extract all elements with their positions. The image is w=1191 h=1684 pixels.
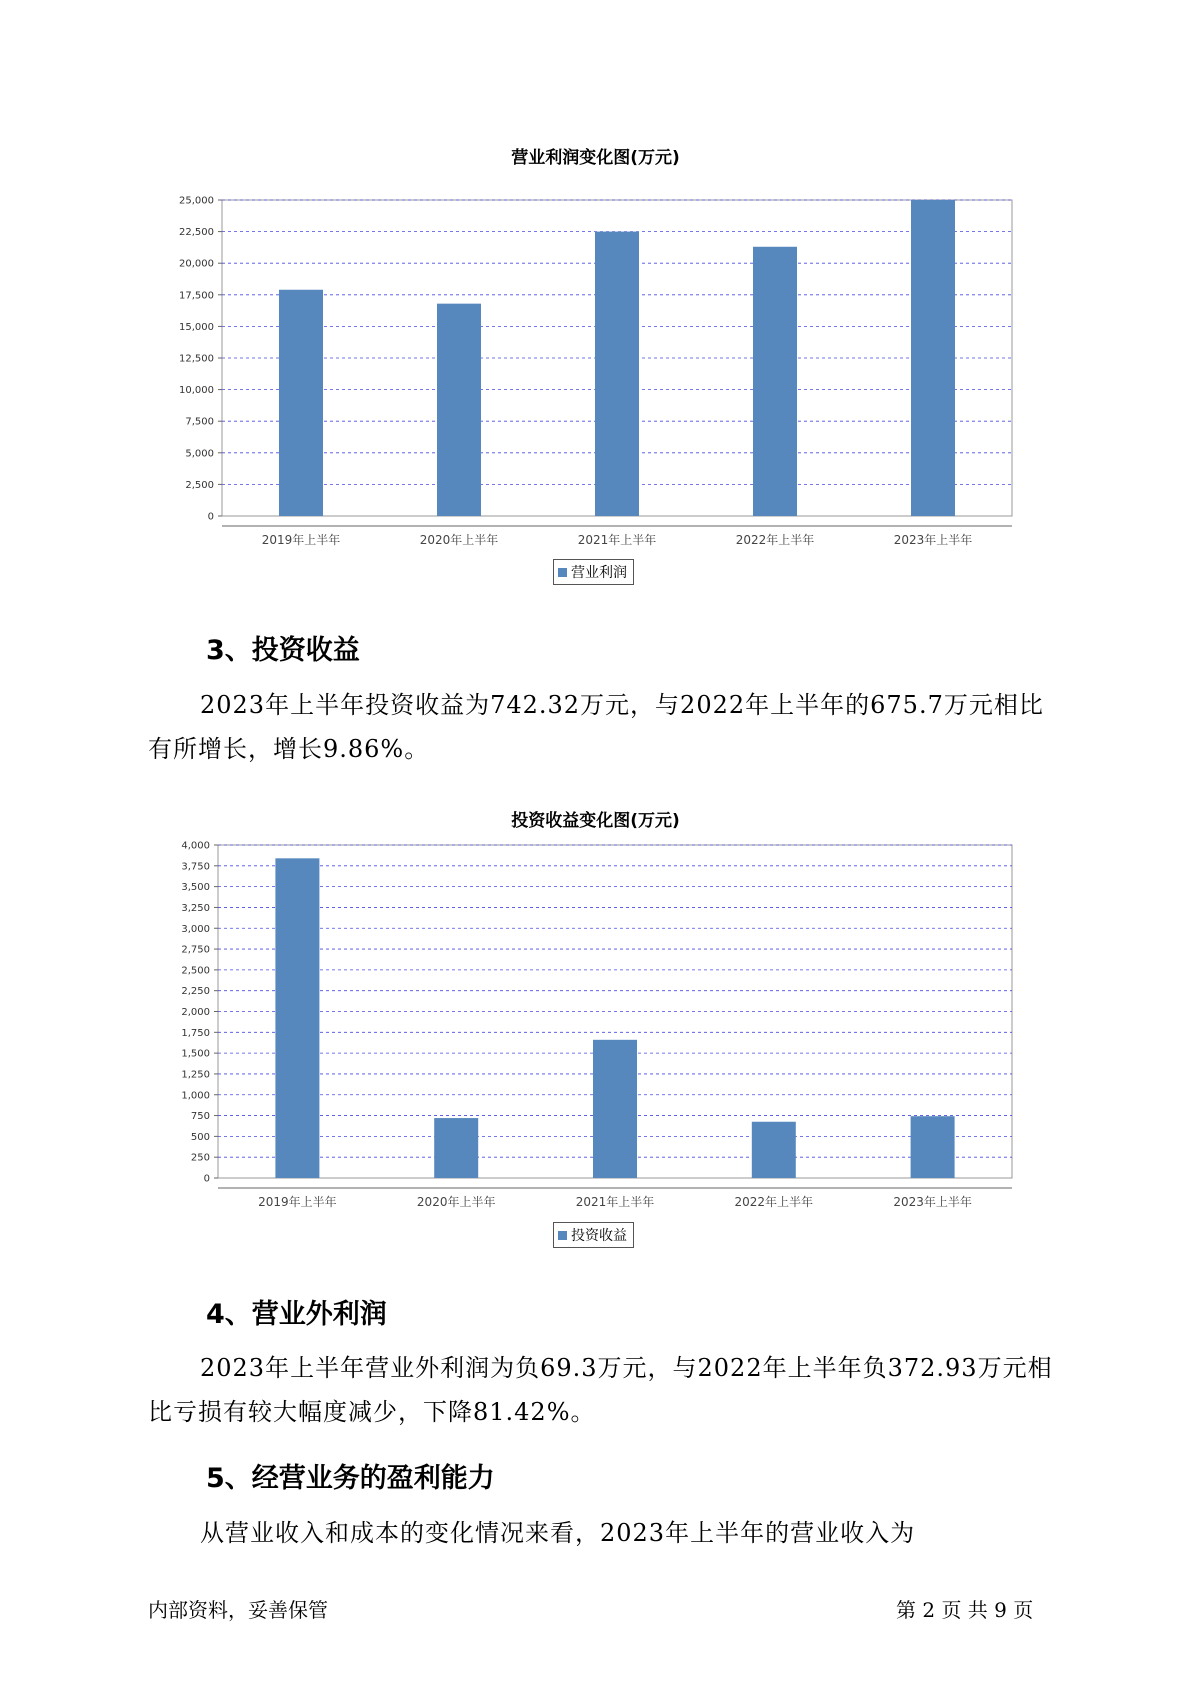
y-tick-label: 3,750 (181, 861, 210, 873)
y-tick-label: 3,500 (181, 882, 210, 894)
y-tick-label: 250 (190, 1152, 210, 1164)
chart1-legend-label: 营业利润 (571, 565, 627, 581)
y-tick-label: 750 (190, 1111, 210, 1123)
y-tick-label: 20,000 (179, 258, 214, 270)
section-3-paragraph: 2023年上半年投资收益为742.32万元，与2022年上半年的675.7万元相比有所增长，增长9.86%。 (148, 691, 1044, 763)
x-tick-label: 2021年上半年 (575, 1195, 655, 1209)
page-number: 第 2 页 共 9 页 (896, 1598, 1034, 1622)
section-5-paragraph: 从营业收入和成本的变化情况来看，2023年上半年的营业收入为 (200, 1519, 916, 1547)
y-tick-label: 3,250 (181, 902, 210, 914)
section-5-heading: 5、经营业务的盈利能力 (206, 1463, 495, 1494)
section-3-heading: 3、投资收益 (206, 635, 360, 666)
y-tick-label: 2,000 (181, 1007, 210, 1018)
operating-profit-chart (0, 170, 1191, 547)
y-tick-label: 0 (207, 511, 214, 523)
y-tick-label: 17,500 (179, 290, 214, 302)
y-tick-label: 1,000 (181, 1090, 210, 1102)
x-tick-label: 2022年上半年 (735, 533, 815, 547)
investment-income-chart (0, 830, 1191, 1209)
chart2-title: 投资收益变化图(万元) (511, 811, 680, 831)
y-tick-label: 2,500 (181, 965, 210, 977)
bar (753, 247, 797, 516)
y-tick-label: 10,000 (179, 385, 214, 397)
x-tick-label: 2021年上半年 (577, 533, 657, 547)
y-tick-label: 3,000 (181, 923, 210, 935)
x-tick-label: 2023年上半年 (893, 1195, 972, 1209)
x-tick-label: 2023年上半年 (893, 533, 973, 547)
y-tick-label: 2,250 (181, 986, 210, 998)
chart2-legend-label: 投资收益 (571, 1228, 627, 1244)
y-tick-label: 15,000 (179, 321, 214, 333)
y-tick-label: 7,500 (185, 416, 214, 428)
bar (595, 232, 639, 516)
y-tick-label: 2,500 (185, 479, 214, 491)
bar (911, 200, 955, 516)
legend-swatch (558, 568, 567, 577)
legend-swatch (558, 1231, 567, 1240)
bar (593, 1040, 637, 1178)
y-tick-label: 1,250 (181, 1069, 210, 1081)
chart1-legend (553, 559, 634, 585)
y-tick-label: 22,500 (179, 227, 214, 239)
section-4-heading: 4、营业外利润 (206, 1299, 387, 1330)
bar (437, 304, 481, 516)
chart1-title: 营业利润变化图(万元) (511, 148, 680, 168)
footer-note: 内部资料，妥善保管 (148, 1598, 328, 1622)
x-tick-label: 2020年上半年 (416, 1195, 496, 1209)
chart2-legend (553, 1222, 634, 1248)
x-tick-label: 2019年上半年 (261, 533, 341, 547)
y-tick-label: 0 (203, 1173, 210, 1185)
x-tick-label: 2020年上半年 (419, 533, 499, 547)
bar (275, 858, 319, 1178)
y-tick-label: 1,750 (181, 1027, 210, 1039)
x-tick-label: 2019年上半年 (258, 1195, 337, 1209)
bar (434, 1118, 478, 1178)
bar (279, 290, 323, 516)
bar (911, 1116, 955, 1178)
x-tick-label: 2022年上半年 (734, 1195, 814, 1209)
y-tick-label: 12,500 (179, 353, 214, 365)
section-4-paragraph: 2023年上半年营业外利润为负69.3万元，与2022年上半年负372.93万元相比亏损有较大幅度减少，下降81.42%。 (148, 1354, 1053, 1426)
bar (752, 1122, 796, 1178)
y-tick-label: 2,750 (181, 944, 210, 956)
y-tick-label: 1,500 (181, 1048, 210, 1060)
y-tick-label: 4,000 (181, 840, 210, 852)
y-tick-label: 25,000 (179, 195, 214, 207)
y-tick-label: 500 (190, 1131, 210, 1143)
y-tick-label: 5,000 (185, 448, 214, 460)
